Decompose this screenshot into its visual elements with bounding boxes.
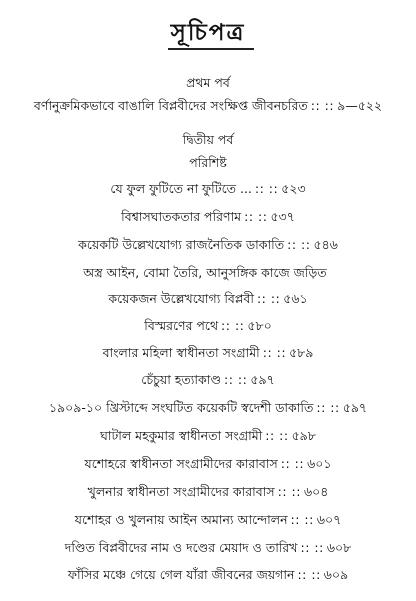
page-title: সূচিপত্র [170,20,246,46]
toc-entry-page: ৬০৯ [323,567,349,582]
toc-entry-leader: :: :: [280,456,305,471]
toc-entry-leader: :: :: [287,237,311,252]
toc-entry [8,456,408,472]
toc-entry-leader: :: :: [224,372,248,387]
toc-entry-leader: :: :: [256,291,281,306]
toc-entry-label: অস্ত্র আইন, বোমা তৈরি, আনুসঙ্গিক কাজে জড়িত [83,265,327,280]
toc-entry [8,181,408,197]
part-one-title: প্রথম পর্ব [186,75,230,90]
toc-entry-page: ৬০৭ [316,512,342,527]
toc-entry-leader: :: :: [297,567,321,582]
toc-entry-page: ৫৮৯ [289,345,314,360]
toc-entry-leader: :: :: [310,98,335,113]
toc-entry-page: ৫৯৭ [342,400,368,415]
toc-entry [8,540,408,556]
toc-entry [8,291,408,307]
toc-entry [8,512,408,528]
toc-entry-label: বিশ্বাসঘাতকতার পরিণাম [121,209,242,224]
toc-entry [8,400,408,416]
toc-entry-page: ৫৯৭ [250,372,275,387]
part-two-subtitle: পরিশিষ্ট [189,155,227,170]
toc-entry-page: ৯—৫২২ [337,98,383,113]
toc-entry-leader: :: :: [262,345,287,360]
toc-entry-leader: :: :: [290,512,314,527]
toc-entry-label: যশোহর ও খুলনায় আইন অমান্য আন্দোলন [74,512,288,527]
toc-entry [8,237,408,253]
toc-entry-leader: :: :: [254,181,279,196]
toc-entry-page: ৫৪৬ [313,237,338,252]
toc-entry-label: কয়েকজন উল্লেখযোগ্য বিপ্লবী [108,291,254,306]
toc-entry-label: দণ্ডিত বিপ্লবীদের নাম ও দণ্ডের মেয়াদ ও তারিখ [64,540,298,555]
toc-entry-page: ৫৩৭ [270,209,295,224]
toc-entry-page: ৫৮০ [247,318,272,333]
toc-entry [8,428,408,444]
toc-entry-leader: :: :: [300,540,324,555]
toc-entry-page: ৫৯৮ [291,428,316,443]
toc-entry-page: ৫২৩ [281,181,306,196]
toc-entry [8,318,408,334]
toc-entry [8,265,408,281]
toc-entry [8,345,408,361]
toc-entry [8,209,408,225]
toc-entry-label: চেঁচুয়া হত্যাকাণ্ড [141,372,221,387]
toc-entry-label: ১৯০৯-১০ খ্রিস্টাব্দে সংঘটিত কয়েকটি স্বদেশী ডাকাতি [48,400,314,415]
toc-entry-label: বাংলার মহিলা স্বাধীনতা সংগ্রামী [102,345,260,360]
part-two-title: দ্বিতীয় পর্ব [182,132,234,147]
toc-entry-label: বর্ণানুক্রমিকভাবে বাঙালি বিপ্লবীদের সংক্ষিপ্ত জীবনচরিত [33,98,308,113]
toc-entry-label: যশোহরে স্বাধীনতা সংগ্রামীদের কারাবাস [84,456,278,471]
toc-entry-label: ঘাটাল মহকুমার স্বাধীনতা সংগ্রামী [100,428,263,443]
toc-entry-page: ৬০৪ [303,484,329,499]
toc-entry-label: খুলনার স্বাধীনতা সংগ্রামীদের কারাবাস [87,484,275,499]
toc-entry [8,372,408,388]
toc-entry-label: বিস্মরণের পথে [144,318,219,333]
toc-entry-page: ৬০১ [307,456,332,471]
toc-entry [8,484,408,500]
toc-entry-label: ফাঁসির মঞ্চে গেয়ে গেল যাঁরা জীবনের জয়গান [67,567,295,582]
toc-entry [8,567,408,583]
toc-entry-leader: :: :: [316,400,340,415]
toc-entry-leader: :: :: [265,428,289,443]
toc-entry-page: ৬০৮ [326,540,352,555]
toc-entry-leader: :: :: [277,484,301,499]
toc-entry [8,98,408,114]
toc-entry-page: ৫৬১ [283,291,308,306]
toc-entry-leader: :: :: [221,318,245,333]
title-underline [168,48,254,50]
toc-entry-label: যে ফুল ফুটিতে না ফুটিতে ... [110,181,252,196]
toc-entry-leader: :: :: [244,209,268,224]
toc-entry-label: কয়েকটি উল্লেখযোগ্য রাজনৈতিক ডাকাতি [78,237,285,252]
